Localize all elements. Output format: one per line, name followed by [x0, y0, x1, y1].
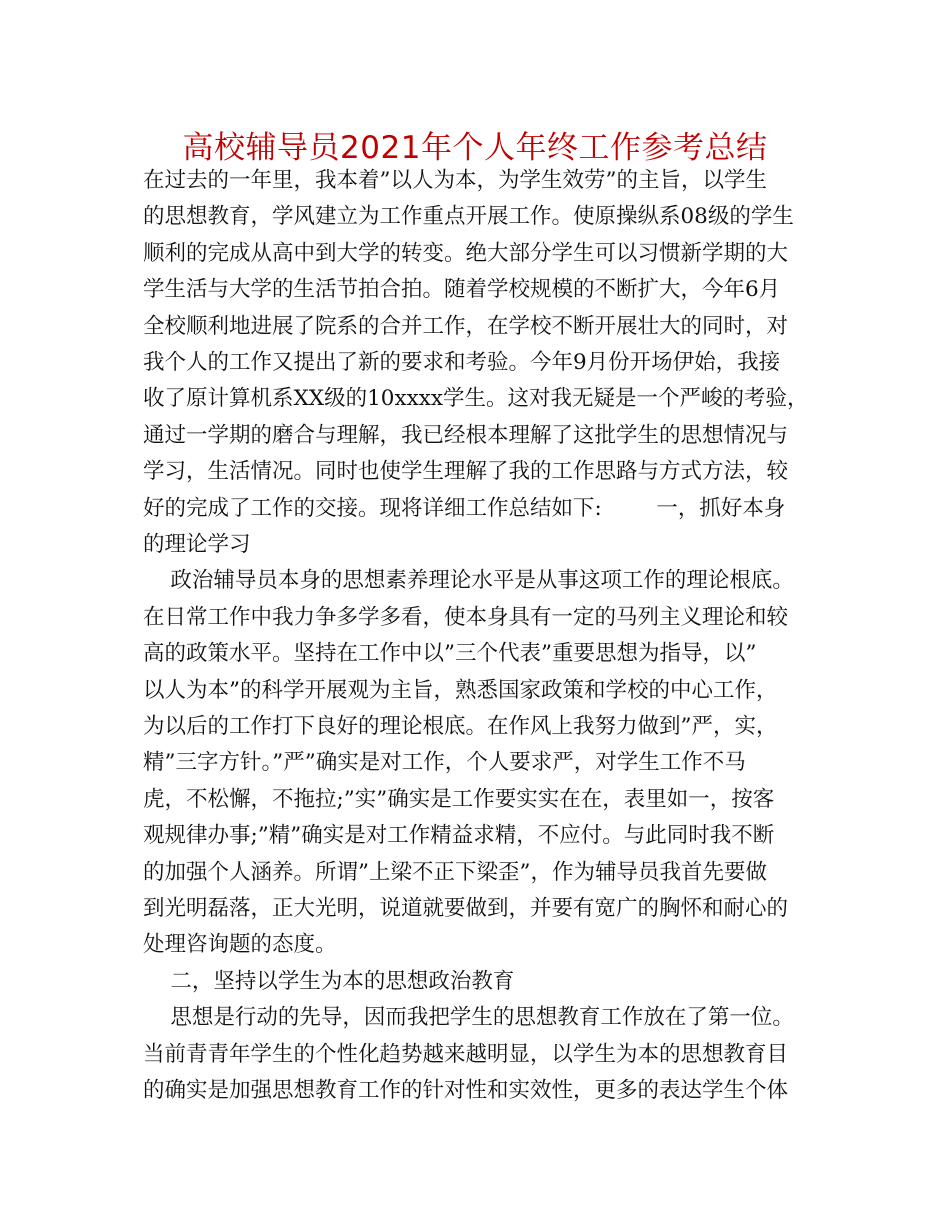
- body-line: 到光明磊落，正大光明，说道就要做到，并要有宽广的胸怀和耐心的: [143, 896, 789, 921]
- body-line: 当前青青年学生的个性化趋势越来越明显，以学生为本的思想教育目: [143, 1041, 789, 1067]
- body-line: 虎，不松懈，不拖拉;”实”确实是工作要实实在在，表里如一，按客: [143, 786, 775, 812]
- body-line: 顺利的完成从高中到大学的转变。绝大部分学生可以习惯新学期的大: [143, 240, 789, 266]
- body-line: 政治辅导员本身的思想素养理论水平是从事这项工作的理论根底。: [143, 568, 794, 594]
- body-line: 学习，生活情况。同时也使学生理解了我的工作思路与方式方法，较: [143, 459, 789, 485]
- body-line: 观规律办事;”精”确实是对工作精益求精，不应付。与此同时我不断: [143, 823, 775, 849]
- body-line: 我个人的工作又提出了新的要求和考验。今年9月份开场伊始，我接: [143, 350, 781, 375]
- body-line: 高的政策水平。坚持在工作中以”三个代表”重要思想为指导，以”: [143, 641, 757, 667]
- body-line: 学生活与大学的生活节拍合拍。随着学校规模的不断扩大，今年6月: [143, 277, 781, 303]
- document-title: 高校辅导员2021年个人年终工作参考总结: [182, 130, 768, 166]
- body-line: 在过去的一年里，我本着”以人为本，为学生效劳”的主旨，以学生: [143, 168, 767, 193]
- body-line: 的确实是加强思想教育工作的针对性和实效性，更多的表达学生个体: [143, 1078, 789, 1103]
- body-line: 的加强个人涵养。所谓”上梁不正下梁歪”，作为辅导员我首先要做: [143, 859, 767, 885]
- body-line: 全校顺利地进展了院系的合并工作，在学校不断开展壮大的同时，对: [143, 313, 789, 339]
- body-line: 以人为本”的科学开展观为主旨，熟悉国家政策和学校的中心工作，: [143, 677, 778, 703]
- body-line: 的思想教育，学风建立为工作重点开展工作。使原操纵系08级的学生: [143, 204, 794, 230]
- body-line: 收了原计算机系XX级的10xxxx学生。这对我无疑是一个严峻的考验，: [143, 386, 809, 412]
- body-line: 在日常工作中我力争多学多看，使本身具有一定的马列主义理论和较: [143, 604, 789, 630]
- body-line: 通过一学期的磨合与理解，我已经根本理解了这批学生的思想情况与: [143, 422, 789, 448]
- body-line: 思想是行动的先导，因而我把学生的思想教育工作放在了第一位。: [143, 1005, 794, 1031]
- body-line: 二，坚持以学生为本的思想政治教育: [143, 968, 515, 994]
- body-line: 好的完成了工作的交接。现将详细工作总结如下: 一，抓好本身: [143, 495, 786, 521]
- body-line: 为以后的工作打下良好的理论根底。在作风上我努力做到”严，实，: [143, 714, 778, 739]
- body-line: 处理咨询题的态度。: [143, 932, 337, 958]
- body-line: 精”三字方针。”严”确实是对工作，个人要求严，对学生工作不马: [143, 750, 746, 776]
- body-line: 的理论学习: [143, 532, 251, 557]
